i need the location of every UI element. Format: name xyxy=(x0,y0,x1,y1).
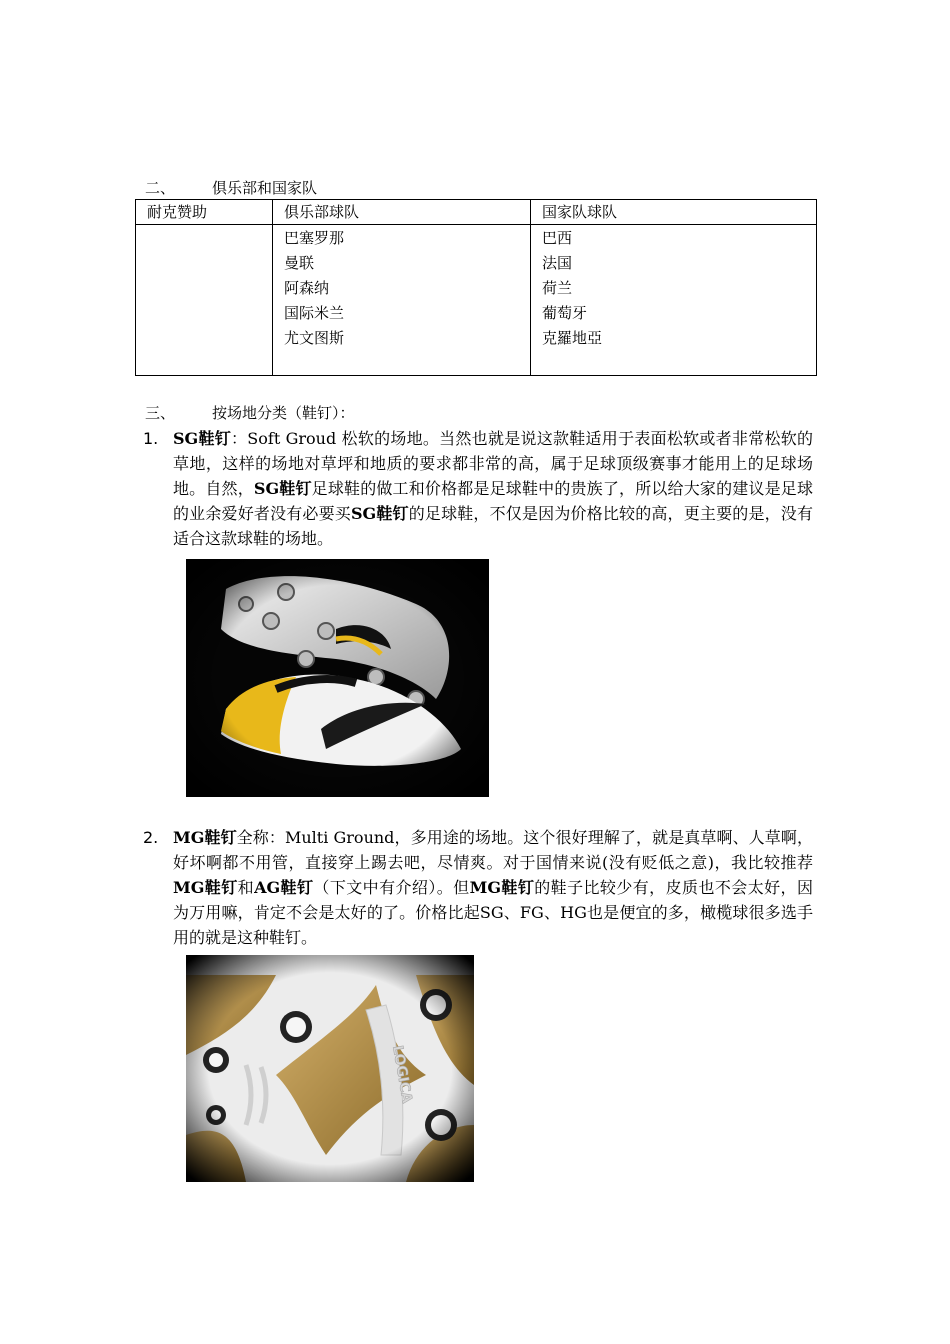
sole-photo-icon xyxy=(186,955,474,1182)
text-run: 的鞋子比较少有，皮质也不会太好，因为万用嘛，肯定不会是太好的了。价格比起SG、FG、HG也是便宜的多，橄榄球很多选手用的就是这种鞋钉。 xyxy=(173,878,813,947)
term-ag: AG鞋钉 xyxy=(254,878,314,897)
text-run: 和 xyxy=(237,878,255,897)
section-heading-3 xyxy=(145,403,355,423)
list-item-mg xyxy=(143,825,813,950)
term-mg: MG鞋钉 xyxy=(173,828,237,847)
section-number: 三、 xyxy=(145,404,176,422)
boot-photo-icon xyxy=(186,559,489,797)
term-sg: SG鞋钉 xyxy=(253,479,312,498)
term-sg: SG鞋钉 xyxy=(173,429,232,448)
text-run: （下文中有介绍）。但 xyxy=(313,878,470,897)
club-name: 巴塞罗那 xyxy=(284,229,345,247)
sponsorship-table xyxy=(135,199,817,376)
text-run: 全称：Multi Ground，多用途的场地。这个很好理解了，就是真草啊、人草啊，好坏啊都不用管，直接穿上踢去吧，尽情爽。对于国情来说(没有贬低之意)，我比较推荐 xyxy=(173,828,813,872)
table-header-row xyxy=(136,200,817,225)
section-title: 俱乐部和国家队 xyxy=(212,179,318,197)
nation-name: 荷兰 xyxy=(542,279,573,297)
soccer-boot-sg-photo xyxy=(186,559,489,797)
list-marker: 1. xyxy=(143,429,159,448)
text-run: 的足球鞋，不仅是因为价格比较的高，更主要的是，没有适合这款球鞋的场地。 xyxy=(173,504,813,548)
nation-name: 法国 xyxy=(542,254,573,272)
list-item-sg xyxy=(143,426,813,551)
section-title: 按场地分类（鞋钉）： xyxy=(212,404,355,422)
nation-name: 葡萄牙 xyxy=(542,304,588,322)
club-name: 曼联 xyxy=(284,254,315,272)
sponsor-cell xyxy=(136,225,273,376)
term-mg: MG鞋钉 xyxy=(173,878,238,897)
nations-cell xyxy=(531,225,817,376)
term-mg: MG鞋钉 xyxy=(469,878,535,897)
header-sponsor: 耐克赞助 xyxy=(136,200,273,225)
list-marker: 2. xyxy=(143,828,159,847)
text-run: ：Soft Groud 松软的场地。当然也就是说这款鞋适用于表面松软或者非常松软的草地，这样的场地对草坪和地质的要求都非常的高，属于足球顶级赛事才能用上的足球场地。自然， xyxy=(173,429,813,498)
clubs-cell xyxy=(273,225,531,376)
club-name: 国际米兰 xyxy=(284,304,345,322)
term-sg: SG鞋钉 xyxy=(350,504,409,523)
section-number: 二、 xyxy=(145,179,176,197)
section-heading-2 xyxy=(145,178,317,198)
paragraph-sg xyxy=(173,426,813,551)
club-name: 尤文图斯 xyxy=(284,329,345,347)
nation-name: 巴西 xyxy=(542,229,573,247)
nation-name: 克羅地亞 xyxy=(542,329,603,347)
paragraph-mg xyxy=(173,825,813,950)
header-nations: 国家队球队 xyxy=(531,200,817,225)
header-clubs: 俱乐部球队 xyxy=(273,200,531,225)
club-name: 阿森纳 xyxy=(284,279,330,297)
boot-sole-mg-photo xyxy=(186,955,474,1182)
text-run: 足球鞋的做工和价格都是足球鞋中的贵族了，所以给大家的建议是足球的业余爱好者没有必要买 xyxy=(173,479,813,523)
table-row xyxy=(136,225,817,376)
